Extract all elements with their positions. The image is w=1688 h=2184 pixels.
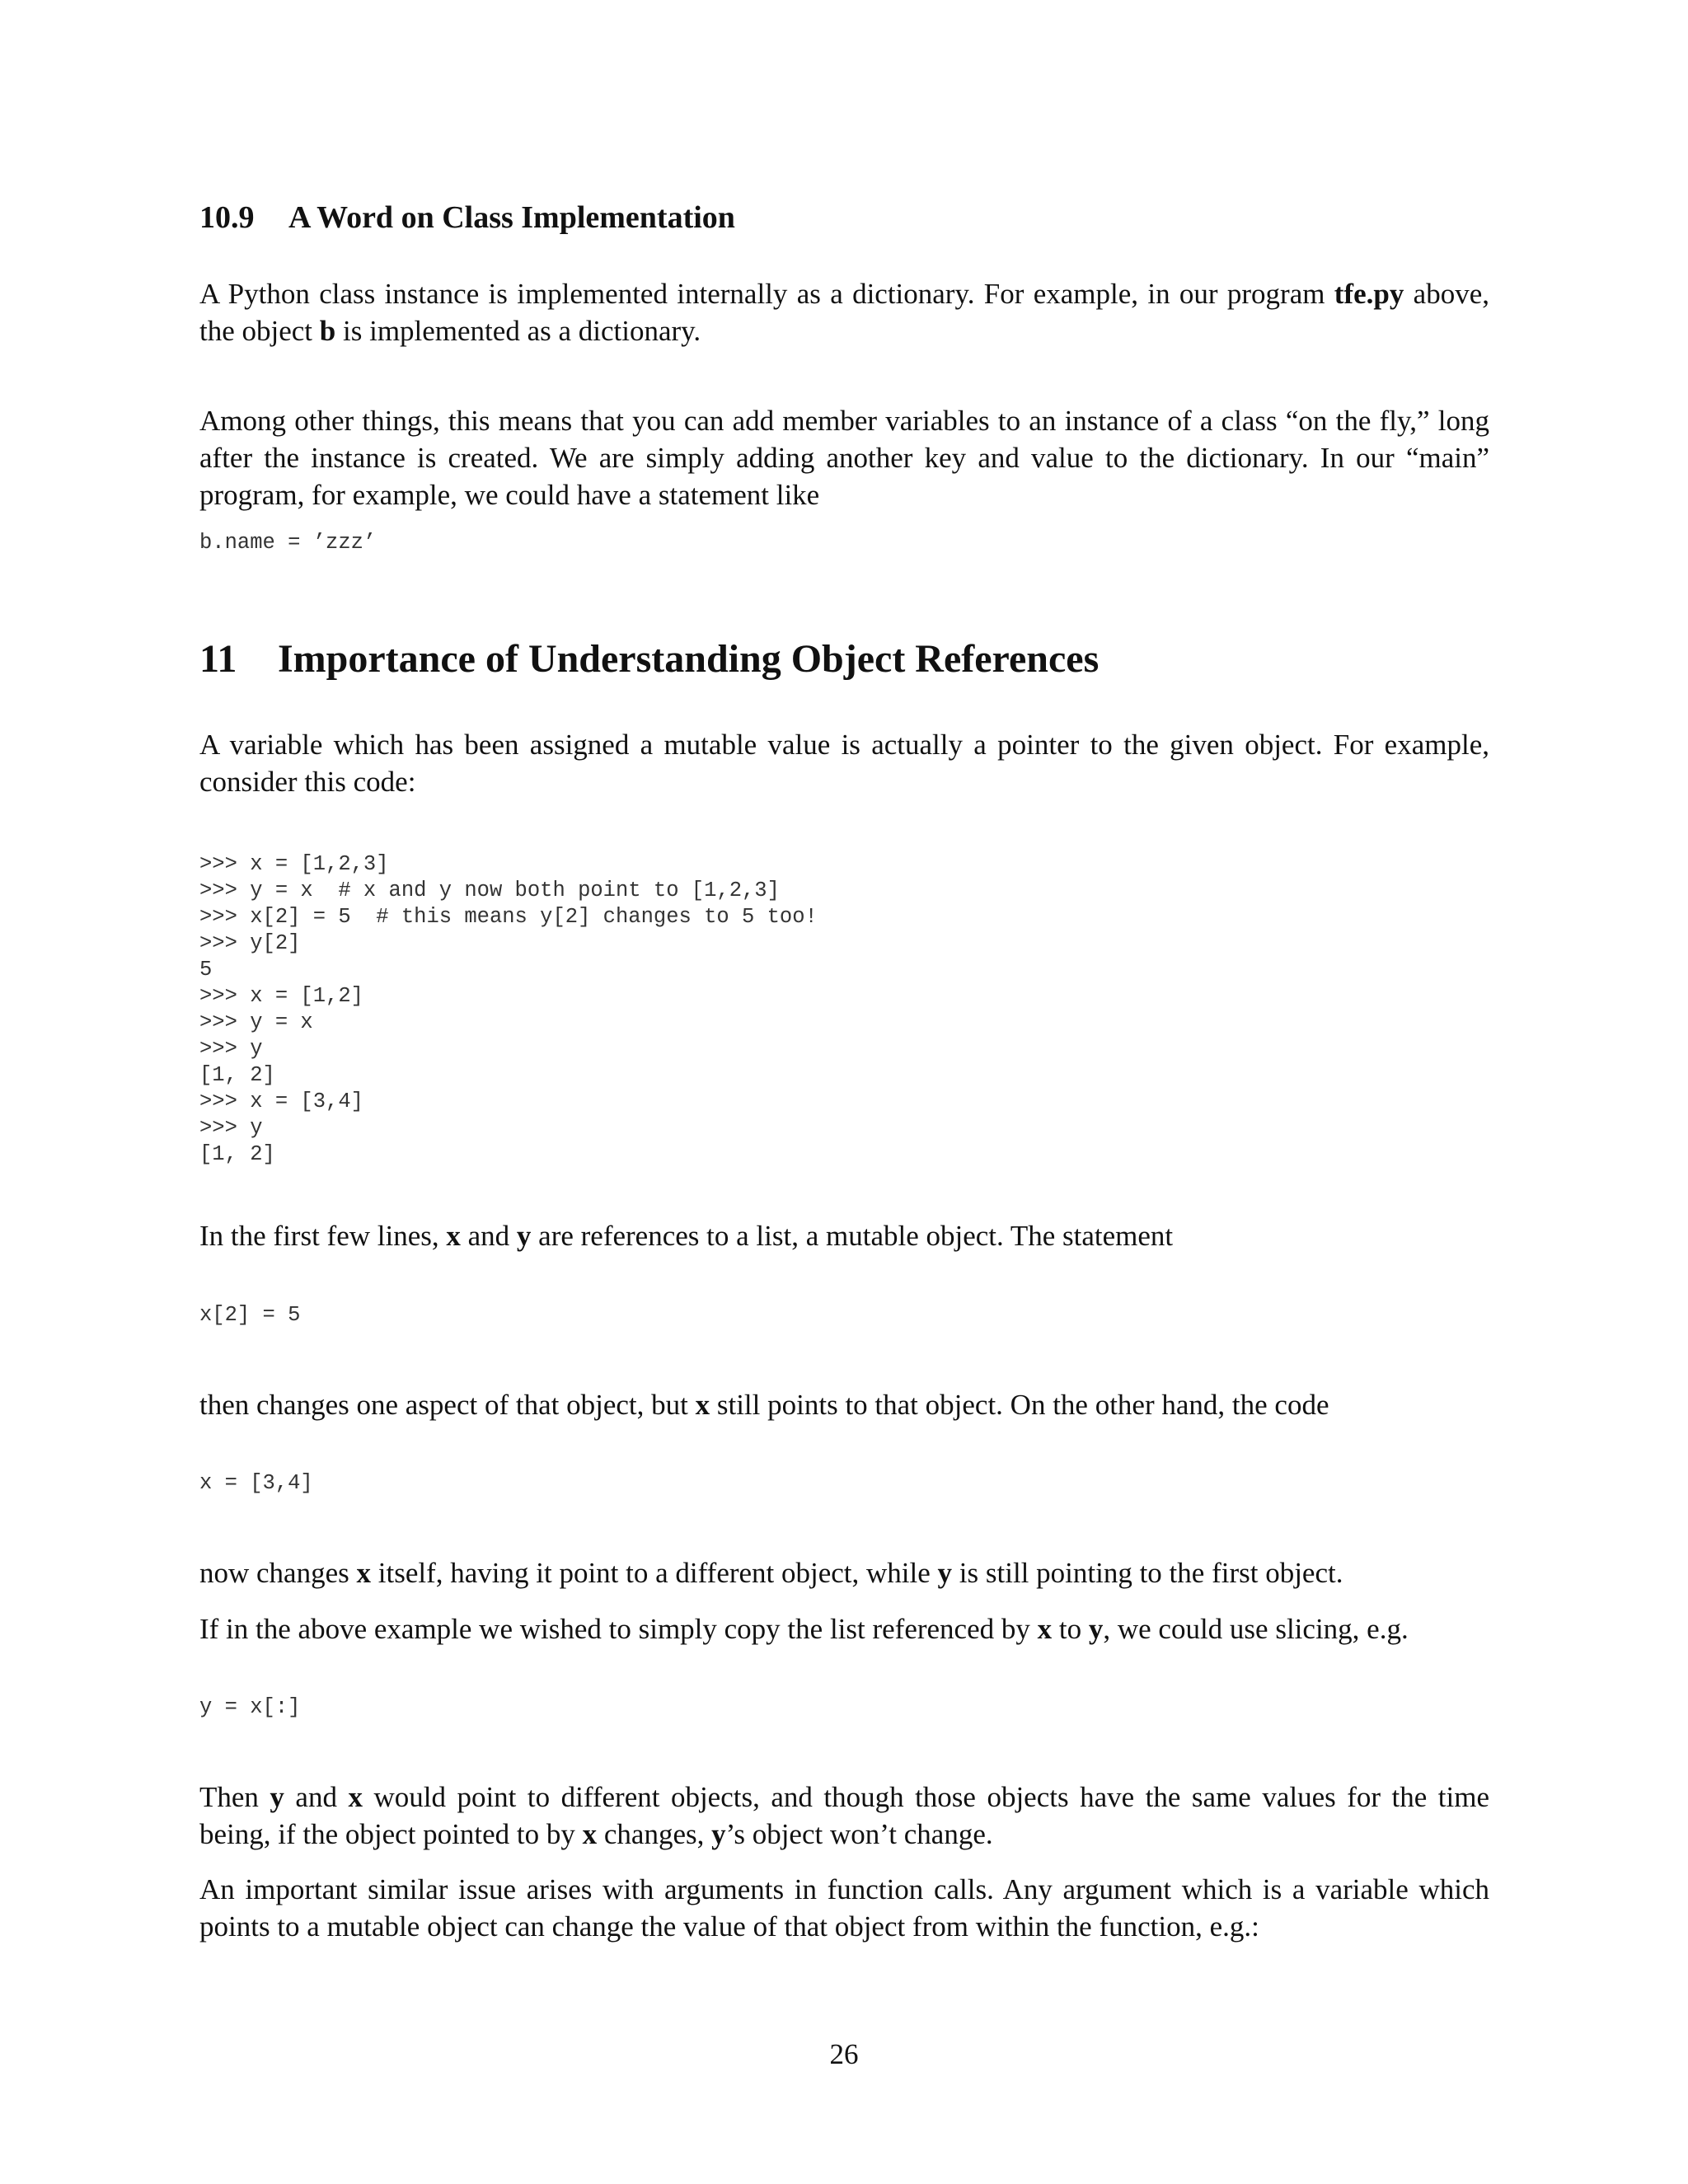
text-run: is still pointing to the first object. — [952, 1557, 1343, 1589]
text-run: In the first few lines, — [199, 1220, 447, 1252]
text-run: A Python class instance is implemented internally as a dictionary. For example, in our program — [199, 278, 1334, 310]
text-run: If in the above example we wished to simply copy the list referenced by — [199, 1613, 1038, 1645]
paragraph-class-instance — [199, 275, 1489, 349]
code-block-slice-copy: y = x[:] — [199, 1695, 301, 1719]
paragraph-mutable-pointer: A variable which has been assigned a mutable value is actually a pointer to the given object. For example, consider this code: — [199, 729, 1489, 798]
program-name: tfe.py — [1334, 278, 1404, 310]
text-run: itself, having it point to a different object, while — [371, 1557, 938, 1589]
subsection-number: 10.9 — [199, 200, 255, 235]
text-run: changes, — [597, 1818, 712, 1850]
text-run: Then — [199, 1781, 270, 1813]
text-run: to — [1052, 1613, 1089, 1645]
text-run: above, the object — [199, 278, 1489, 347]
text-run: then changes one aspect of that object, but — [199, 1389, 696, 1421]
text-run: are references to a list, a mutable object. The statement — [531, 1220, 1174, 1252]
variable-name: y — [1088, 1613, 1104, 1645]
variable-name: x — [1037, 1613, 1053, 1645]
variable-name: x — [695, 1389, 710, 1421]
paragraph-member-variables: Among other things, this means that you can add member variables to an instance of a class “on the fly,” long after the instance is created. We are simply adding another key and value to the dictionary. In our “main” program, for example, we could have a statement like — [199, 405, 1489, 511]
subsection-heading — [199, 196, 735, 239]
code-block-interpreter-session: >>> x = [1,2,3] >>> y = x # x and y now both point to [1,2,3] >>> x[2] = 5 # this means y[2] changes to 5 too! >>> y[2] 5 >>> x = [1,2] >>> y = x >>> y [1, 2] >>> x = [3,4] >>> y [1, 2] — [199, 852, 818, 1166]
page-number: 26 — [829, 2038, 859, 2070]
section-number: 11 — [199, 637, 237, 681]
paragraph-function-arguments: An important similar issue arises with arguments in function calls. Any argument which is a variable which points to a mutable object can change the value of that object from within the function, e.g.: — [199, 1873, 1489, 1943]
text-run: , we could use slicing, e.g. — [1103, 1613, 1409, 1645]
code-block-reassignment: x = [3,4] — [199, 1471, 313, 1495]
variable-name: x — [582, 1818, 598, 1850]
subsection-title: A Word on Class Implementation — [288, 200, 735, 235]
text-run: is implemented as a dictionary. — [335, 315, 701, 347]
text-run: would point to different objects, and though those objects have the same values for the time being, if the object pointed to by — [199, 1781, 1489, 1850]
variable-name: x — [356, 1557, 372, 1589]
paragraph-changes-itself — [199, 1554, 1489, 1591]
variable-name: y — [711, 1818, 726, 1850]
text-run: now changes — [199, 1557, 357, 1589]
variable-name: y — [937, 1557, 953, 1589]
paragraph-slicing — [199, 1610, 1489, 1647]
text-run: still points to that object. On the other hand, the code — [710, 1389, 1329, 1421]
section-heading — [199, 633, 1099, 686]
paragraph-changes-aspect — [199, 1386, 1489, 1423]
variable-name: x — [348, 1781, 363, 1813]
text-run: ’s object won’t change. — [725, 1818, 993, 1850]
variable-name: y — [270, 1781, 284, 1813]
variable-name: y — [516, 1220, 532, 1252]
code-block-name-assignment: b.name = ’zzz’ — [199, 531, 377, 555]
code-block-index-assignment: x[2] = 5 — [199, 1303, 301, 1327]
section-title: Importance of Understanding Object References — [278, 637, 1100, 681]
paragraph-first-lines — [199, 1217, 1489, 1254]
variable-name: x — [446, 1220, 461, 1252]
text-run: and — [284, 1781, 349, 1813]
paragraph-different-objects — [199, 1779, 1489, 1853]
text-run: and — [460, 1220, 517, 1252]
variable-name: b — [319, 315, 336, 347]
